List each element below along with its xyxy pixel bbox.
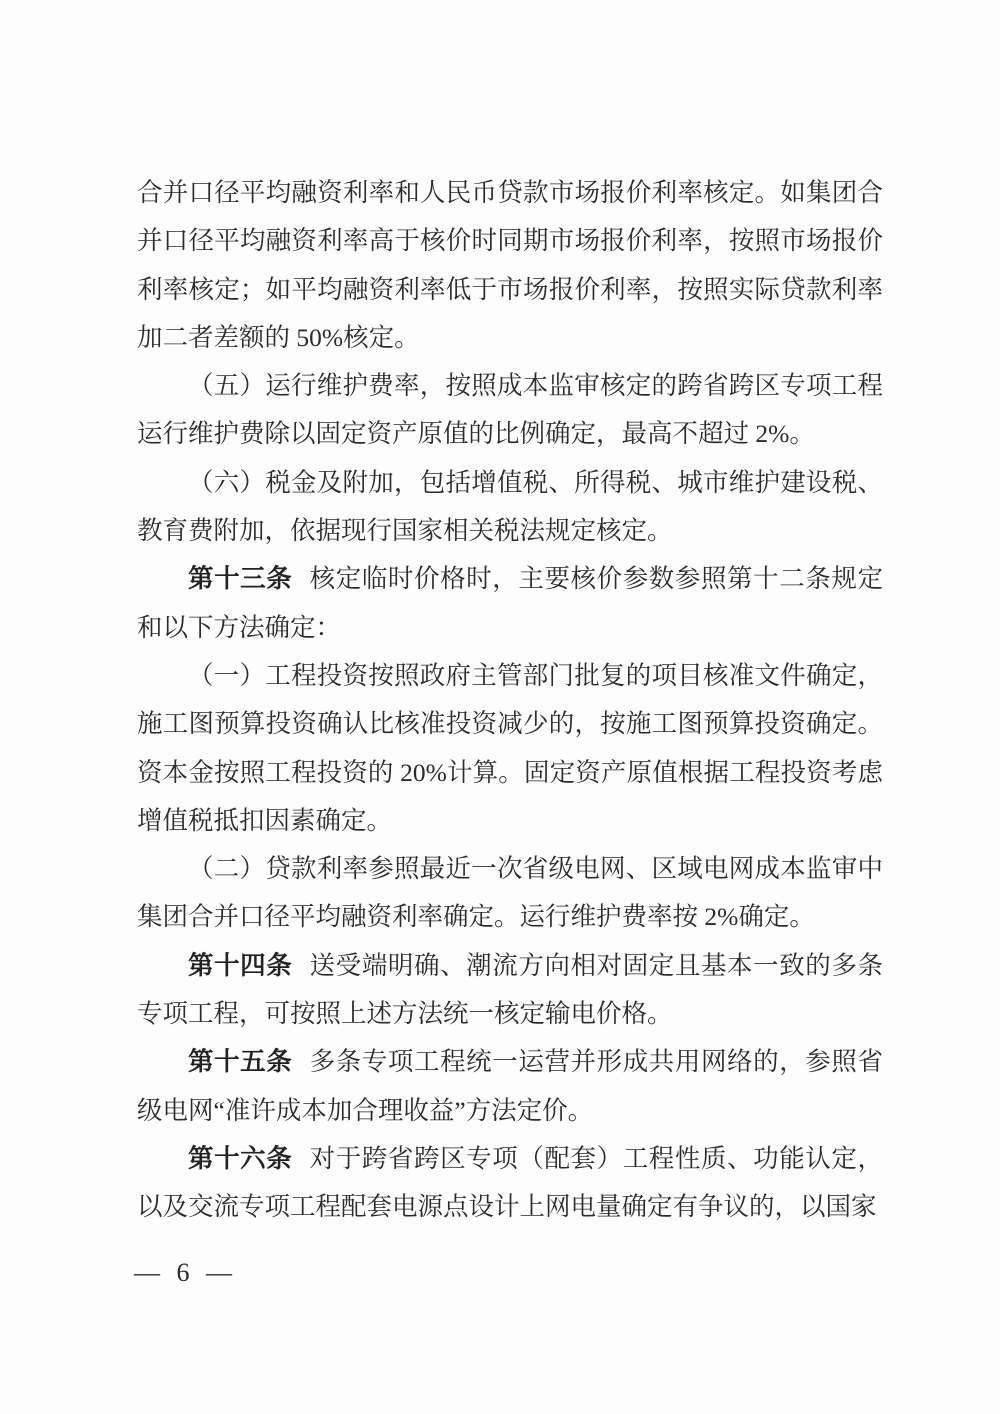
article-16-heading: 第十六条 bbox=[188, 1144, 293, 1173]
paragraph-article-16 bbox=[137, 1135, 883, 1232]
paragraph-item-1: （一）工程投资按照政府主管部门批复的项目核准文件确定，施工图预算投资确认比核准投资减少的，按施工图预算投资确定。资本金按照工程投资的 20%计算。固定资产原值根据工程投资考虑增值税抵扣因素确定。 bbox=[137, 660, 883, 835]
paragraph-article-13 bbox=[137, 555, 883, 652]
paragraph-item-2: （二）贷款利率参照最近一次省级电网、区域电网成本监审中集团合并口径平均融资利率确定。运行维护费率按 2%确定。 bbox=[137, 854, 883, 932]
paragraph-article-15 bbox=[137, 1038, 883, 1135]
article-14-heading: 第十四条 bbox=[188, 951, 293, 980]
article-15-text: 多条专项工程统一运营并形成共用网络的，参照省级电网“准许成本加合理收益”方法定价。 bbox=[137, 1047, 883, 1125]
article-15-heading: 第十五条 bbox=[188, 1048, 293, 1077]
page-number: — 6 — bbox=[134, 1258, 237, 1287]
article-14-text: 送受端明确、潮流方向相对固定且基本一致的多条专项工程，可按照上述方法统一核定输电价格。 bbox=[137, 950, 883, 1029]
paragraph-item-5: （五）运行维护费率，按照成本监审核定的跨省跨区专项工程运行维护费除以固定资产原值的比例确定，最高不超过 2%。 bbox=[137, 371, 883, 449]
article-13-text: 核定临时价格时，主要核价参数参照第十二条规定和以下方法确定： bbox=[137, 564, 883, 642]
paragraph-item-6: （六）税金及附加，包括增值税、所得税、城市维护建设税、教育费附加，依据现行国家相关税法规定核定。 bbox=[137, 467, 883, 546]
paragraph-continuation: 合并口径平均融资利率和人民币贷款市场报价利率核定。如集团合并口径平均融资利率高于核价时同期市场报价利率，按照市场报价利率核定；如平均融资利率低于市场报价利率，按照实际贷款利率加二者差额的 50%核定。 bbox=[137, 178, 883, 352]
document-body bbox=[137, 169, 883, 1232]
paragraph-article-14 bbox=[137, 942, 883, 1039]
article-16-text: 对于跨省跨区专项（配套）工程性质、功能认定，以及交流专项工程配套电源点设计上网电量确定有争议的，以国家 bbox=[137, 1143, 883, 1222]
article-13-heading: 第十三条 bbox=[188, 565, 293, 594]
